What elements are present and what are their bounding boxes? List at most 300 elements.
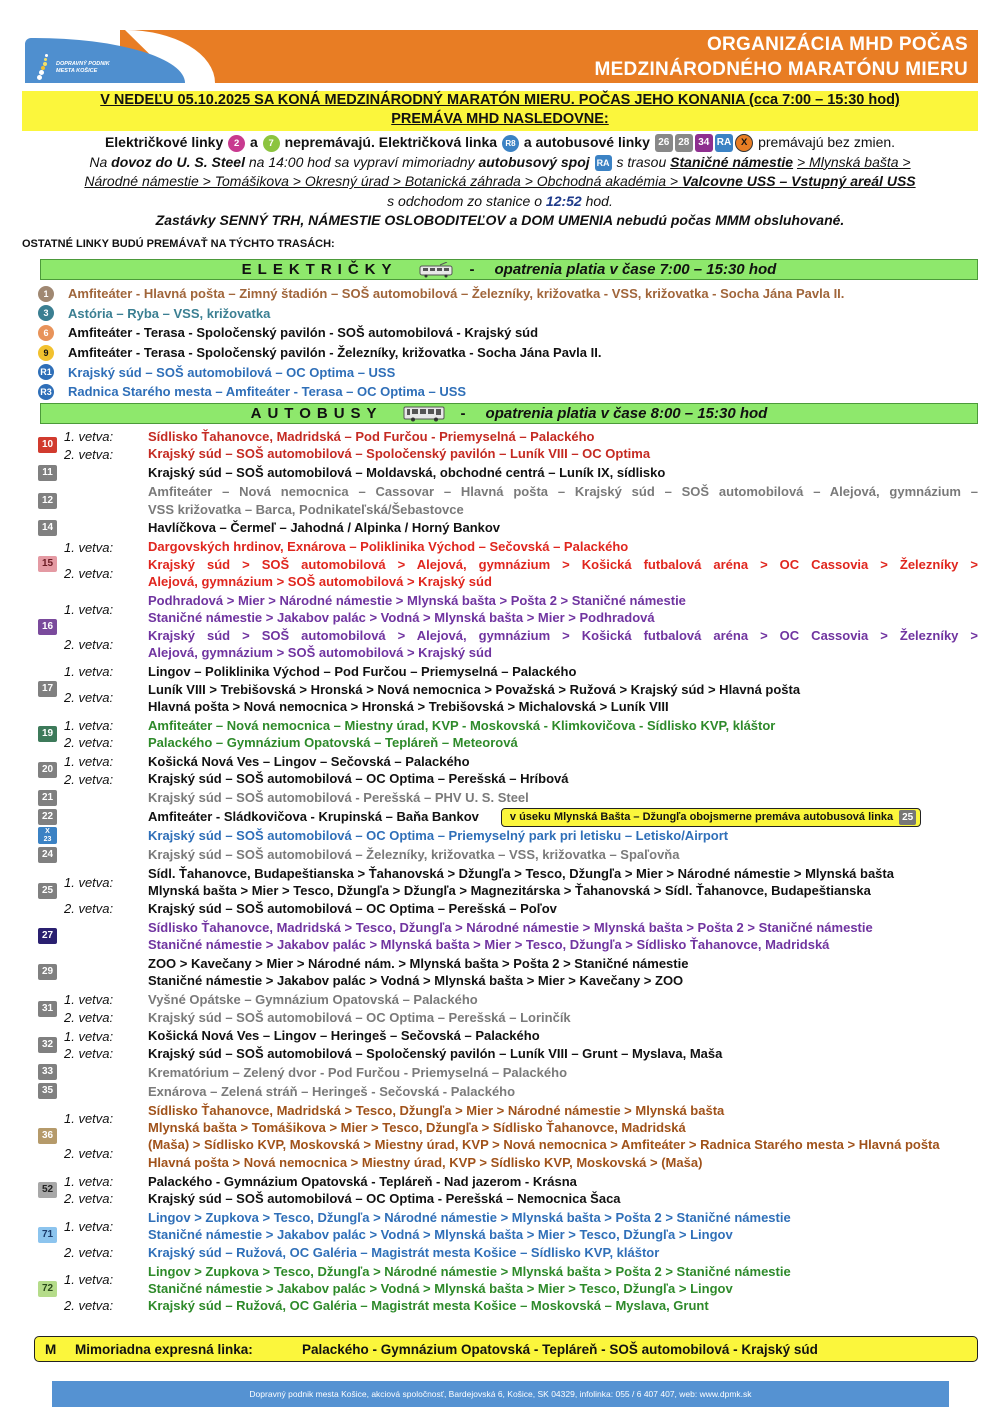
- route-line: [148, 428, 978, 445]
- route-text: Staničné námestie > Jakabov palác > Vodná > Mlynská bašta > Mier > Tesco, Džungľa > Lingov: [148, 1227, 733, 1243]
- bus-badge-column: [38, 1173, 64, 1208]
- tram-list: [38, 284, 844, 402]
- branch-label: 2. vetva:: [64, 1146, 114, 1162]
- bus-line-group: [38, 1173, 978, 1208]
- route-text: Krajský súd – SOŠ automobilová – Moldavská, obchodné centrá – Luník IX, sídlisko: [148, 465, 666, 481]
- bus-badge-column: [38, 865, 64, 917]
- bus-line-group: [38, 753, 978, 788]
- bus-section-header: [40, 403, 978, 424]
- row-gap: [38, 1315, 978, 1317]
- tram-icon: [418, 262, 454, 278]
- intro-text-part: Národné námestie > Tomášikova > Okresný úrad > Botanická záhrada > Obchodná akadémia >: [84, 173, 679, 189]
- page-header: [25, 30, 978, 83]
- branch-label: 1. vetva:: [64, 754, 114, 770]
- branch-route-lines: [148, 865, 978, 900]
- closed-stops-notice: Zastávky SENNÝ TRH, NÁMESTIE OSLOBODITEĽOV a DOM UMENIA nebudú počas MMM obsluhované.: [155, 212, 845, 228]
- bus-line-group: [38, 1027, 978, 1062]
- route-text: Hlavná pošta > Nová nemocnica > Hronská > Trebišovská > Michalovská > Luník VIII: [148, 698, 669, 714]
- tram-line-row: [38, 382, 844, 402]
- bus-line-group: [38, 865, 978, 917]
- bus-line-group: [38, 592, 978, 662]
- bus-line-badge: 32: [38, 1037, 57, 1053]
- logo-icon: [35, 54, 51, 82]
- bus-badge-column: [38, 789, 64, 806]
- bus-line-group: [38, 483, 978, 518]
- intro-text-part: autobusový spoj: [478, 153, 590, 170]
- route-line: [148, 1119, 978, 1136]
- branch-route-lines: [148, 483, 978, 518]
- bus-branch: [64, 734, 978, 751]
- bus-branch: [64, 663, 978, 680]
- bus-line-badge: 25: [899, 810, 916, 825]
- bus-badge-column: [38, 1263, 64, 1315]
- branch-route-lines: [148, 955, 978, 990]
- tram-route: Amfiteáter - Hlavná pošta – Zimný štadión – SOŠ automobilová – Železníky, križovatka - VSS, križovatka - Socha Jána Pavla II.: [68, 286, 845, 302]
- bus-branches: [64, 1209, 978, 1261]
- branch-route-lines: [148, 1136, 978, 1171]
- note-text: v úseku Mlynská Bašta – Džungľa obojsmerne premáva autobusová linka: [509, 811, 894, 824]
- branch-route-lines: [148, 770, 978, 787]
- branch-label: 1. vetva:: [64, 874, 114, 890]
- bus-line-group: [38, 955, 978, 990]
- route-line: [148, 538, 978, 555]
- branch-route-lines: [148, 717, 978, 734]
- route-text: Sídlisko Ťahanovce, Madridská > Tesco, Džungľa > Mier > Národné námestie > Mlynská bašta: [148, 1102, 725, 1118]
- bus-badge-column: [38, 1209, 64, 1261]
- bus-branch: [64, 1064, 978, 1081]
- route-line: [148, 1297, 978, 1314]
- bus-badge-34: 34: [695, 134, 713, 152]
- bus-branch: [64, 538, 978, 555]
- tram-line-badge: 3: [38, 305, 54, 321]
- tram-line-row: [38, 284, 844, 304]
- bus-badge-ra: RA: [715, 134, 733, 152]
- route-text: ZOO > Kavečany > Mier > Národné nám. > Mlynská bašta > Pošta 2 > Staničné námestie: [148, 955, 689, 971]
- bus-line-badge: 33: [38, 1064, 57, 1080]
- route-text: Mlynská bašta > Mier > Tesco, Džungľa > Džungľa > Magnezitárska > Ťahanovská > Sídl. Ťahanovce, Budapeštianska: [148, 883, 871, 899]
- express-line-box: [34, 1336, 978, 1362]
- bus-badge-column: [38, 1083, 64, 1100]
- bus-branches: [64, 1027, 978, 1062]
- route-text: Krajský súd – Ružová, OC Galéria – Magistrát mesta Košice – Moskovská – Myslava, Grunt: [148, 1298, 709, 1314]
- bus-line-group: [38, 808, 978, 825]
- bus-line-badge: 10: [38, 437, 57, 453]
- route-text: Vyšné Opátske – Gymnázium Opatovská – Palackého: [148, 992, 478, 1008]
- route-text: Sídlisko Ťahanovce, Madridská – Pod Furčou - Priemyselná – Palackého: [148, 429, 595, 444]
- route-line: [148, 464, 978, 481]
- bus-line-group: [38, 519, 978, 536]
- bus-line-group: [38, 1209, 978, 1261]
- tram-section-label: ELEKTRIČKY: [241, 261, 398, 278]
- tram-line-badge: 1: [38, 286, 54, 302]
- route-text: Dargovských hrdinov, Exnárova – Poliklinika Východ – Sečovská – Palackého: [148, 539, 629, 555]
- branch-route-lines: [148, 538, 978, 555]
- bus-branches: [64, 753, 978, 788]
- bus-branches: [64, 865, 978, 917]
- bus-line-badge: 36: [38, 1128, 57, 1144]
- bus-icon: [403, 406, 445, 422]
- route-line: [148, 734, 978, 751]
- bus-line-group: [38, 991, 978, 1026]
- branch-label: 2. vetva:: [64, 900, 114, 916]
- bus-branches: [64, 519, 978, 536]
- route-text: Krajský súd – SOŠ automobilová – OC Optima – Perešská – Lorinčík: [148, 1009, 571, 1025]
- branch-route-lines: [148, 663, 978, 680]
- bus-branch: [64, 627, 978, 662]
- route-line: [148, 1045, 978, 1062]
- route-text: Staničné námestie > Jakabov palác > Vodná > Mlynská bašta > Mier > Kavečany > ZOO: [148, 973, 684, 989]
- branch-route-lines: [148, 1190, 978, 1207]
- intro-text-part: Staničné námestie: [670, 153, 794, 170]
- bus-branch: [64, 428, 978, 445]
- unchanged-lines-sentence: [22, 133, 978, 153]
- bus-branches: [64, 991, 978, 1026]
- route-line: [148, 1009, 978, 1026]
- branch-route-lines: [148, 753, 978, 770]
- route-text: Košická Nová Ves – Lingov – Sečovská – Palackého: [148, 754, 470, 770]
- branch-label: 1. vetva:: [64, 601, 114, 617]
- route-text: Amfiteáter - Sládkovičova - Krupinská – Baňa Bankov: [148, 809, 479, 825]
- route-line: [148, 770, 978, 787]
- intro-text-part: a autobusové linky: [523, 134, 650, 150]
- tram-route: Krajský súd – SOŠ automobilová – OC Optima – USS: [68, 364, 396, 380]
- route-line: [148, 936, 978, 953]
- route-line: [148, 991, 978, 1008]
- bus-line-badge: 20: [38, 762, 57, 778]
- intro-text-part: nepremávajú. Električková linka: [284, 134, 498, 150]
- bus-branch: [64, 846, 978, 863]
- bus-line-group: [38, 428, 978, 463]
- branch-route-lines: [148, 519, 978, 536]
- route-line: [148, 1027, 978, 1044]
- route-text: Krajský súd – SOŠ automobilová – OC Optima – Priemyselný park pri letisku – Letisko/Airport: [148, 828, 729, 844]
- title-line-1: ORGANIZÁCIA MHD POČAS: [706, 34, 968, 55]
- bus-line-badge: X 23: [38, 827, 57, 844]
- bus-branch: [64, 1083, 978, 1100]
- branch-route-lines: [148, 900, 978, 917]
- route-line: [148, 556, 978, 573]
- route-text: Lingov > Zupkova > Tesco, Džungľa > Národné námestie > Mlynská bašta > Pošta 2 > Staničné námestie: [148, 1209, 791, 1225]
- route-line: [148, 717, 978, 734]
- route-text: Krajský súd – Ružová, OC Galéria – Magistrát mesta Košice – Sídlisko KVP, kláštor: [148, 1244, 660, 1260]
- notice-line-1: V NEDEĽU 05.10.2025 SA KONÁ MEDZINÁRODNÝ MARATÓN MIERU. POČAS JEHO KONANIA (cca 7:00 – 15:30 hod): [100, 92, 900, 108]
- route-text: Mlynská bašta > Tomášikova > Mier > Tesco, Džungľa > Sídlisko Ťahanovce, Madridská: [148, 1119, 686, 1135]
- bus-badge-x: X: [735, 134, 753, 152]
- route-line: [148, 789, 978, 806]
- bus-line-badge: 25: [38, 883, 57, 899]
- bus-branches: [64, 955, 978, 990]
- bus-badge-column: [38, 592, 64, 662]
- tram-badge-7: 7: [263, 135, 280, 152]
- route-text: Staničné námestie > Jakabov palác > Mlynská bašta > Mier > Tesco, Džungľa > Sídlisko Ťahanovce, Madridská: [148, 936, 830, 952]
- bus-badge-column: [38, 538, 64, 590]
- bus-line-group: [38, 1083, 978, 1100]
- tram-line-badge: 6: [38, 325, 54, 341]
- bus-line-badge: 24: [38, 847, 57, 863]
- bus-line-group: [38, 846, 978, 863]
- intro-text: [22, 133, 978, 231]
- bus-branches: [64, 428, 978, 463]
- route-text: (Maša) > Sídlisko KVP, Moskovská > Miestny úrad, KVP > Nová nemocnica > Amfiteáter > Radnica Starého mesta > Hlavná pošta: [148, 1137, 940, 1153]
- intro-text-part: Valcovne USS – Vstupný areál USS: [681, 173, 916, 189]
- route-line: [148, 609, 978, 626]
- route-line: [148, 972, 978, 989]
- branch-route-lines: [148, 1297, 978, 1314]
- branch-route-lines: [148, 464, 978, 481]
- bus-branches: [64, 592, 978, 662]
- route-text: Hlavná pošta > Nová nemocnica > Miestny úrad, KVP > Sídlisko KVP, Moskovská > (Maša): [148, 1154, 703, 1170]
- bus-branch: [64, 1102, 978, 1137]
- branch-route-lines: [148, 1173, 978, 1190]
- bus-line-group: [38, 1263, 978, 1315]
- route-text: Palackého – Gymnázium Opatovská – Tepláreň – Meteorová: [148, 735, 518, 751]
- intro-text-part: premávajú bez zmien.: [758, 134, 896, 150]
- bus-branches: [64, 846, 978, 863]
- branch-route-lines: [148, 827, 978, 844]
- route-line: [148, 808, 978, 825]
- route-line: [148, 1102, 978, 1119]
- bus-branch: [64, 1297, 978, 1314]
- route-line: [148, 1154, 978, 1171]
- express-line-badge: M: [45, 1341, 57, 1357]
- bus-branch: [64, 900, 978, 917]
- branch-route-lines: [148, 789, 978, 806]
- uss-route-line: [22, 172, 978, 192]
- branch-label: 2. vetva:: [64, 565, 114, 581]
- bus-branch: [64, 717, 978, 734]
- route-text: Lingov > Zupkova > Tesco, Džungľa > Národné námestie > Mlynská bašta > Pošta 2 > Staničné námestie: [148, 1263, 791, 1279]
- bus-branches: [64, 789, 978, 806]
- branch-route-lines: [148, 627, 978, 662]
- branch-route-lines: [148, 1083, 978, 1100]
- bus-badge-column: [38, 464, 64, 481]
- notice-line-2: PREMÁVA MHD NASLEDOVNE:: [391, 111, 609, 127]
- intro-text-part: > Mlynská bašta >: [796, 153, 911, 170]
- bus-line-group: [38, 789, 978, 806]
- route-text: Sídl. Ťahanovce, Budapeštianska > Ťahanovská > Džungľa > Tesco, Džungľa > Mier > Národné námestie > Mlynská bašta: [148, 865, 894, 881]
- bus-branches: [64, 827, 978, 844]
- route-text: Podhradová > Mier > Národné námestie > Mlynská bašta > Pošta 2 > Staničné námestie: [148, 593, 686, 609]
- bus-branches: [64, 717, 978, 752]
- intro-text-part: Na: [89, 153, 108, 170]
- branch-label: 2. vetva:: [64, 1191, 114, 1207]
- bus-branch: [64, 445, 978, 462]
- route-text: Palackého - Gymnázium Opatovská - Tepláreň - Nad jazerom - Krásna: [148, 1173, 577, 1189]
- uss-departure-line: [22, 192, 978, 212]
- bus-line-group: [38, 919, 978, 954]
- route-line: [148, 627, 978, 644]
- tram-line-row: [38, 304, 844, 324]
- separator-dash: -: [460, 405, 466, 422]
- title-line-2: MEDZINÁRODNÉHO MARATÓNU MIERU: [594, 59, 968, 80]
- bus-badge-column: [38, 428, 64, 463]
- line-25-note: [501, 808, 921, 827]
- route-text: Sídlisko Ťahanovce, Madridská > Tesco, Džungľa > Národné námestie > Mlynská bašta > Pošta 2 > Staničné námestie: [148, 919, 873, 935]
- bus-line-badge: 16: [38, 619, 57, 635]
- route-line: [148, 900, 978, 917]
- route-line: [148, 1173, 978, 1190]
- route-text: Krajský súd – SOŠ automobilová – OC Optima - Perešská – Nemocnica Šaca: [148, 1190, 621, 1206]
- other-lines-heading: OSTATNÉ LINKY BUDÚ PREMÁVAŤ NA TÝCHTO TRASÁCH:: [22, 238, 335, 250]
- tram-section-note: opatrenia platia v čase 7:00 – 15:30 hod: [494, 261, 777, 278]
- branch-label: 1. vetva:: [64, 664, 114, 680]
- bus-badge-column: [38, 717, 64, 752]
- branch-route-lines: [148, 991, 978, 1008]
- route-line: [148, 1244, 978, 1261]
- bus-badge-column: [38, 483, 64, 518]
- bus-badge-26: 26: [655, 134, 673, 152]
- bus-section-label: AUTOBUSY: [250, 405, 383, 422]
- route-line: [148, 846, 978, 863]
- route-line: [148, 592, 978, 609]
- route-text: VSS križovatka – Barca, Podnikateľská/Šebastovce: [148, 501, 464, 517]
- route-text: Alejová, gymnázium > SOŠ automobilová > Krajský súd: [148, 645, 492, 661]
- bus-line-badge: 12: [38, 493, 57, 509]
- bus-branch: [64, 1190, 978, 1207]
- branch-label: 1. vetva:: [64, 429, 114, 445]
- route-line: [148, 753, 978, 770]
- bus-line-group: [38, 464, 978, 481]
- bus-branches: [64, 1173, 978, 1208]
- bus-branch: [64, 827, 978, 844]
- bus-line-badge: 15: [38, 556, 57, 572]
- bus-line-group: [38, 1064, 978, 1081]
- branch-route-lines: [148, 846, 978, 863]
- uss-transport-sentence: [22, 153, 978, 173]
- tram-route: Amfiteáter - Terasa - Spoločenský pavilón - SOŠ automobilová - Krajský súd: [68, 325, 539, 341]
- route-text: Krajský súd > SOŠ automobilová > Alejová, gymnázium > Košická futbalová aréna > OC Cassovia > Železníky >: [148, 556, 978, 572]
- bus-badge-ra: RA: [595, 155, 612, 171]
- branch-label: 2. vetva:: [64, 636, 114, 652]
- bus-line-badge: 11: [38, 465, 57, 481]
- intro-text-part: a: [250, 134, 258, 150]
- bus-line-badge: 31: [38, 1001, 57, 1017]
- bus-badge-column: [38, 846, 64, 863]
- route-text: Staničné námestie > Jakabov palác > Vodná > Mlynská bašta > Mier > Tesco, Džungľa > Lingov: [148, 1280, 733, 1296]
- bus-branch: [64, 1209, 978, 1244]
- bus-branches: [64, 919, 978, 954]
- route-line: [148, 445, 978, 462]
- bus-branches: [64, 1102, 978, 1172]
- branch-route-lines: [148, 1263, 978, 1298]
- bus-branch: [64, 808, 978, 825]
- bus-branch: [64, 789, 978, 806]
- bus-line-badge: 14: [38, 520, 57, 536]
- bus-line-badge: 29: [38, 964, 57, 980]
- route-text: Alejová, gymnázium > SOŠ automobilová > Krajský súd: [148, 574, 492, 590]
- bus-line-badge: 35: [38, 1083, 57, 1099]
- branch-label: 1. vetva:: [64, 1111, 114, 1127]
- intro-text-part: dovoz do U. S. Steel: [111, 153, 245, 170]
- branch-route-lines: [148, 556, 978, 591]
- bus-branches: [64, 1064, 978, 1081]
- route-text: Krajský súd – SOŠ automobilová – OC Optima – Perešská – Hríbová: [148, 771, 569, 787]
- bus-branches: [64, 1263, 978, 1315]
- route-line: [148, 1209, 978, 1226]
- branch-label: 1. vetva:: [64, 539, 114, 555]
- branch-label: 2. vetva:: [64, 1244, 114, 1260]
- bus-line-group: [38, 538, 978, 590]
- bus-line-badge: 19: [38, 726, 57, 742]
- tram-line-row: [38, 343, 844, 363]
- bus-branch: [64, 1136, 978, 1171]
- branch-route-lines: [148, 1209, 978, 1244]
- bus-branch: [64, 1009, 978, 1026]
- branch-route-lines: [148, 1009, 978, 1026]
- route-line: [148, 501, 978, 518]
- tram-line-badge: 9: [38, 345, 54, 361]
- route-text: Staničné námestie > Jakabov palác > Vodná > Mlynská bašta > Mier > Podhradová: [148, 610, 655, 626]
- branch-label: 1. vetva:: [64, 1218, 114, 1234]
- route-text: Krajský súd > SOŠ automobilová > Alejová, gymnázium > Košická futbalová aréna > OC Cassovia > Železníky >: [148, 627, 978, 643]
- tram-badge-r8: R8: [502, 135, 519, 152]
- bus-branch: [64, 955, 978, 990]
- footer: Dopravný podnik mesta Košice, akciová spoločnosť, Bardejovská 6, Košice, SK 04329, infolinka: 055 / 6 407 407, web: www.dpmk.sk: [52, 1381, 949, 1407]
- branch-route-lines: [148, 919, 978, 954]
- tram-section-header: [40, 259, 978, 280]
- intro-text-part: Električkové linky: [104, 134, 224, 150]
- bus-branches: [64, 1083, 978, 1100]
- bus-list: [38, 428, 978, 1316]
- branch-label: 2. vetva:: [64, 1009, 114, 1025]
- bus-badge-column: [38, 663, 64, 715]
- bus-badge-column: [38, 753, 64, 788]
- route-line: [148, 1083, 978, 1100]
- bus-badge-28: 28: [675, 134, 693, 152]
- bus-branch: [64, 865, 978, 900]
- route-text: Lingov – Poliklinika Východ – Pod Furčou – Priemyselná – Palackého: [148, 664, 577, 680]
- dpmk-logo: [35, 54, 110, 82]
- bus-badge-column: [38, 519, 64, 536]
- tram-badge-2: 2: [228, 135, 245, 152]
- branch-route-lines: [148, 1064, 978, 1081]
- route-text: Krajský súd – SOŠ automobilová - Perešská – PHV U. S. Steel: [148, 790, 529, 806]
- bus-branches: [64, 538, 978, 590]
- route-line: [148, 573, 978, 590]
- bus-badge-column: [38, 1027, 64, 1062]
- bus-branch: [64, 919, 978, 954]
- branch-route-lines: [148, 1244, 978, 1261]
- route-text: Krajský súd – SOŠ automobilová – Spoločenský pavilón – Luník VIII – OC Optima: [148, 446, 651, 462]
- tram-line-badge: R1: [38, 364, 54, 380]
- bus-branch: [64, 483, 978, 518]
- bus-branches: [64, 808, 978, 825]
- bus-branches: [64, 663, 978, 715]
- bus-branches: [64, 483, 978, 518]
- route-line: [148, 865, 978, 882]
- branch-label: 2. vetva:: [64, 1298, 114, 1314]
- route-line: [148, 1190, 978, 1207]
- bus-line-badge: 22: [38, 809, 57, 825]
- branch-label: 1. vetva:: [64, 1173, 114, 1189]
- bus-line-badge: 52: [38, 1182, 57, 1198]
- express-line-route: Palackého - Gymnázium Opatovská - Tepláreň - SOŠ automobilová - Krajský súd: [302, 1341, 818, 1357]
- bus-line-badge: 17: [38, 681, 57, 697]
- bus-badge-column: [38, 827, 64, 844]
- route-line: [148, 1064, 978, 1081]
- route-text: Krematórium – Zelený dvor - Pod Furčou - Priemyselná – Palackého: [148, 1064, 568, 1080]
- route-line: [148, 919, 978, 936]
- route-line: [148, 644, 978, 661]
- route-line: [148, 1280, 978, 1297]
- route-line: [148, 827, 978, 844]
- bus-line-badge: 27: [38, 928, 57, 944]
- route-text: Košická Nová Ves – Lingov – Heringeš – Sečovská – Palackého: [148, 1028, 540, 1044]
- branch-route-lines: [148, 734, 978, 751]
- intro-text-part: s odchodom zo stanice o: [387, 192, 543, 209]
- route-text: Krajský súd – SOŠ automobilová – Spoločenský pavilón – Luník VIII – Grunt – Myslava, Maša: [148, 1045, 723, 1061]
- bus-line-group: [38, 663, 978, 715]
